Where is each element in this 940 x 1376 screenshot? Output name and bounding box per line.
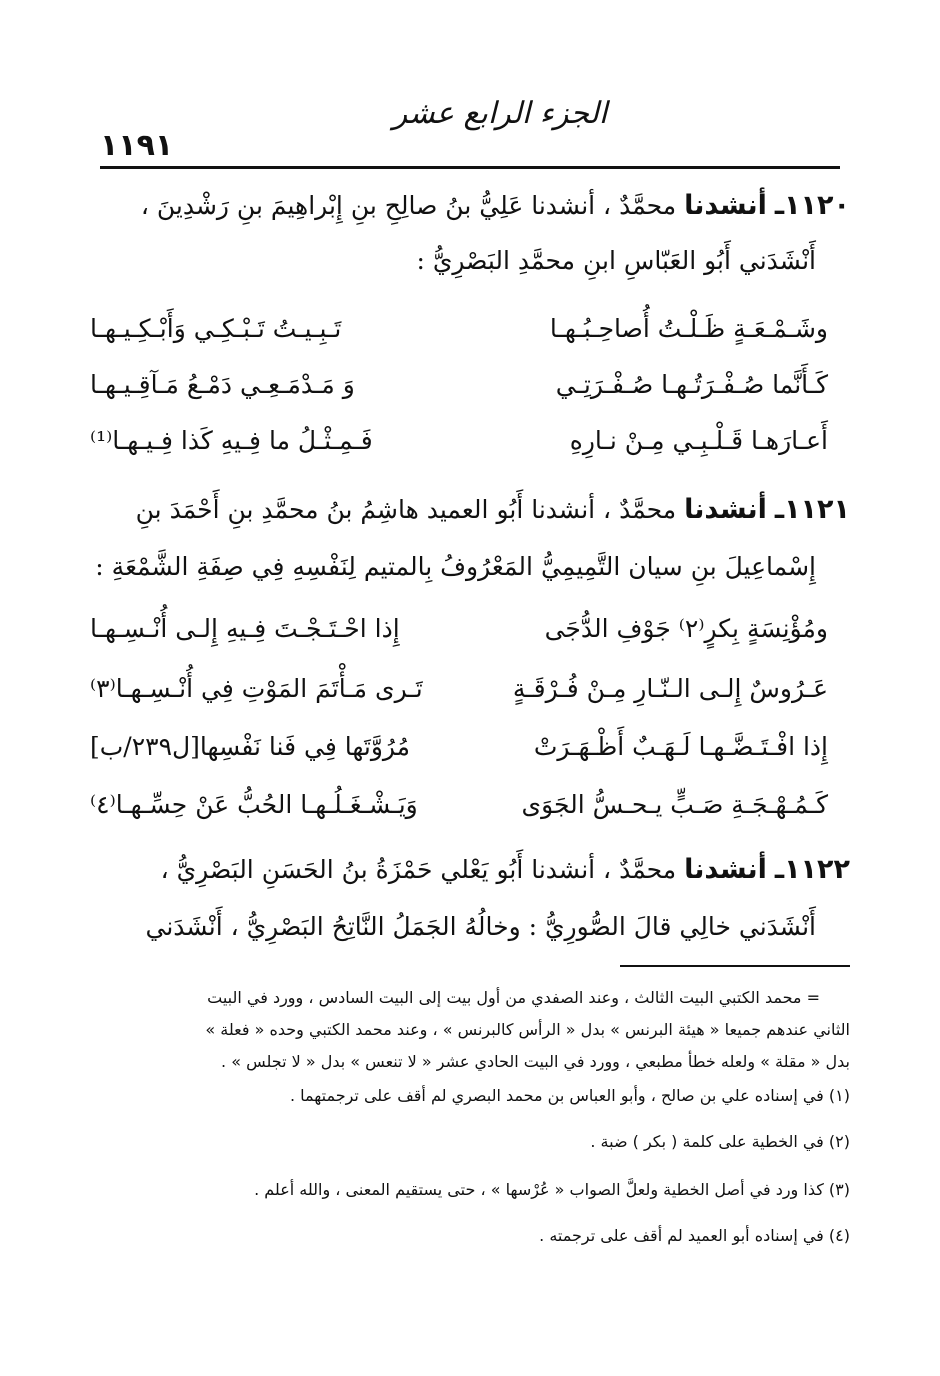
header-rule [100, 166, 840, 169]
verse-line [90, 790, 850, 846]
verse-first-hemistich: وشَـمْـعَـةٍ ظَـلْـتُ أُصاحِـبُـهـا [549, 314, 828, 343]
footnote-line: الثاني عندهم جميعا « هيئة البرنس » بدل « الرأس كالبرنس » ، وعند محمد الكتبي وحده « فعلة » [205, 1020, 850, 1039]
part-title: الجزء الرابع عشر [392, 96, 608, 131]
entry-number: ١١٢٢ـ [774, 854, 850, 885]
verse-second-hemistich: إِذا احْـتَـجْـتَ فِـيهِ إِلـى أُنْـسِـهـا [90, 614, 400, 643]
entry-prose: إِسْماعِيلَ بنِ سيان التَّمِيمِيُّ المَعْرُوفُ بِالمتيم لِنَفْسِهِ فِي صِفَةِ الشَّمْعَةِ : [95, 552, 816, 581]
entry-keyword: أنشدنا [684, 190, 767, 221]
verse-first-hemistich: أَعـارَهـا قَـلْـبِـي مِـنْ نـارِهِ [569, 426, 828, 455]
verse-line [90, 732, 850, 788]
verse-line [90, 426, 850, 482]
footnote-2: (٢) في الخطية على كلمة ( بكر ) ضبة . [590, 1132, 850, 1151]
verse-line [90, 314, 850, 370]
entry-keyword: أنشدنا [684, 854, 767, 885]
verse-second-hemistich: تَـبِـيـتُ تَـبْـكِـي وَأَبْـكِـيـهـا [90, 314, 342, 343]
footnote-1: (١) في إسناده علي بن صالح ، وأبو العباس بن محمد البصري لم أقف على ترجمتهما . [289, 1086, 850, 1105]
entry-1122-line-2 [90, 912, 850, 968]
footnote-rule [620, 965, 850, 967]
verse-second-hemistich: وَيَـشْـغَـلُـهـا الحُبُّ عَنْ حِسِّـهـا⁽٤⁾ [90, 790, 418, 819]
verse-first-hemistich: إِذا افْـتَـضَّـهـا لَـهَـبٌ أَظْـهَـرَتْ [533, 732, 828, 761]
verse-first-hemistich: كَـمُـهْـجَـةِ صَـبٍّ يـحـسُّ الجَوَى [521, 790, 828, 819]
entry-1120-line-1 [90, 190, 850, 246]
verse-line [90, 370, 850, 426]
footnote-4: (٤) في إسناده أبو العميد لم أقف على ترجمته . [539, 1226, 850, 1245]
entry-1121-line-2 [90, 552, 850, 608]
footnote-3: (٣) كذا ورد في أصل الخطية ولعلَّ الصواب « عُرْسها » ، حتى يستقيم المعنى ، والله أعلم . [254, 1180, 850, 1199]
footnote-line: = محمد الكتبي البيت الثالث ، وعند الصفدي من أول بيت إلى البيت السادس ، وورد في البيت [207, 988, 820, 1007]
verse-second-hemistich: تَـرى مَـأْتَمَ المَوْتِ فِي أُنْـسِـهـا⁽٣⁾ [90, 674, 423, 703]
verse-first-hemistich: ومُؤْنِسَةٍ بِكرٍ⁽٢⁾ جَوْفِ الدُّجَى [544, 614, 828, 643]
verse-line [90, 674, 850, 730]
verse-second-hemistich: وَ مَـدْمَـعِـي دَمْـعُ مَـآقِـيـهـا [90, 370, 355, 399]
entry-number: ١١٢١ـ [774, 494, 850, 525]
verse-line [90, 614, 850, 670]
entry-number: ١١٢٠ـ [774, 190, 850, 221]
verse-second-hemistich: فَـمِـثْـلُ ما فِـيهِ كَذا فِـيـهـا⁽¹⁾ [90, 426, 373, 455]
entry-prose: محمَّدٌ ، أنشدنا أَبُو يَعْلي حَمْزَةُ بنُ الحَسَنِ البَصْرِيُّ ، [160, 855, 677, 884]
entry-prose: محمَّدٌ ، أنشدنا أَبُو العميد هاشِمُ بنُ محمَّدِ بنِ أَحْمَدَ بنِ [135, 495, 677, 524]
entry-prose: أَنْشَدَني أَبُو العَبّاسِ ابنِ محمَّدِ البَصْرِيُّ : [416, 246, 816, 275]
entry-1120-line-2 [90, 246, 850, 302]
entry-1122-line-1 [90, 854, 850, 910]
verse-second-hemistich: مُرُوَّتَها فِي فَنا نَفْسِها[ل٢٣٩/ب] [90, 732, 411, 761]
entry-prose: أَنْشَدَني خالِي قالَ الصُّورِيُّ : وخالُهُ الجَمَلُ النَّاتِحُ البَصْرِيُّ ، أَنْشَدَني [145, 912, 816, 941]
running-head [90, 92, 850, 162]
verse-first-hemistich: عَـرُوسٌ إِلـى الـنّـارِ مِـنْ فُـرْقَـةٍ [512, 674, 828, 703]
page-number: ١١٩١ [100, 128, 174, 163]
footnote-line: بدل « مقلة » ولعله خطأ مطبعي ، وورد في البيت الحادي عشر « لا تنعس » بدل « لا تجلس » . [221, 1052, 850, 1071]
entry-prose: محمَّدٌ ، أنشدنا عَلِيُّ بنُ صالِحِ بنِ إِبْراهِيمَ بنِ رَشْدِينَ ، [140, 191, 677, 220]
entry-1121-line-1 [90, 494, 850, 550]
verse-first-hemistich: كَـأَنَّما صُـفْـرَتُـهـا صُـفْـرَتِـي [555, 370, 828, 399]
entry-keyword: أنشدنا [684, 494, 767, 525]
